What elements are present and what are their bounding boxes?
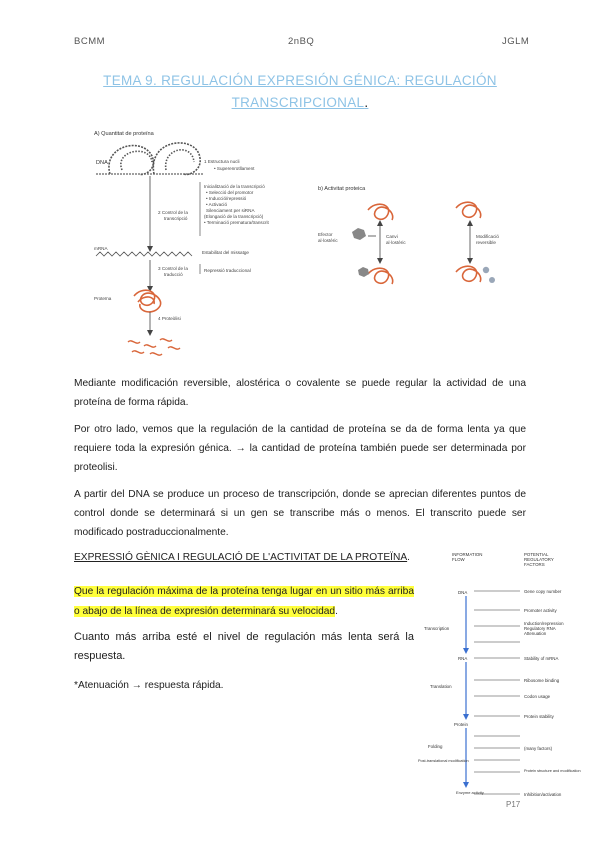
attenuation-note: *Atenuación → respuesta rápida. [74, 680, 224, 691]
flow-arrow-1 [147, 246, 153, 252]
paragraph-1: Mediante modificación reversible, alostérica o covalente se puede regular la actividad de una proteína de forma rápida. [74, 378, 526, 408]
section-title-text: EXPRESSIÓ GÈNICA I REGULACIÓ DE L'ACTIVITAT DE LA PROTEÏNA [74, 552, 408, 563]
col2-heading-2: REGULATORY [524, 557, 554, 562]
step1-label: 1 Estructura nucli [204, 159, 240, 164]
information-flow-figure [418, 550, 588, 804]
allosteric-arrow-head-down [377, 258, 383, 264]
flow-arrow-3 [147, 330, 153, 336]
section-title [74, 552, 410, 563]
initiation-item-2: • Inducció/repressió [206, 196, 247, 201]
protein-top-left [368, 204, 393, 220]
step3-label: 3 Control de la [158, 266, 188, 271]
figure-a-heading: A) Quantitat de proteïna [94, 131, 154, 137]
header-left: BCMM [74, 36, 106, 47]
node-dna: DNA [458, 590, 468, 595]
stage-post-translational: Post-translational modification [418, 759, 469, 763]
highlight-paragraph [74, 582, 414, 622]
paragraph-3: A partir del DNA se produce un proceso de transcripción, donde se aprecian diferentes puntos de control donde se determinará si un gen se transcribe más o menos. El transcrito puede ser modificado postraduccionalmente. [74, 489, 526, 538]
protein-label: Proteïna [94, 296, 112, 301]
figure-b-heading: b) Activitat proteica [318, 186, 366, 192]
initiation-item-6: • Terminació prematura/transcrit [204, 220, 269, 225]
paragraph-2: Por otro lado, vemos que la regulación de la cantidad de proteína se da de forma lenta ya que requiere toda la expresión génica. → la cantidad de proteína también puede ser determinada por proteolisi. [74, 424, 526, 473]
factor-attenuation: Attenuation [524, 631, 547, 636]
mrna-strand [96, 252, 192, 256]
mrna-label: mRNA [94, 246, 108, 251]
allosteric-label-b: al·lostèric [386, 240, 406, 245]
factor-induction: Induction/repression [524, 621, 564, 626]
speed-paragraph: Cuanto más arriba esté el nivel de regulación más lenta será la respuesta. [74, 631, 414, 662]
stage-translation: Translation [430, 684, 452, 689]
dna-label: DNA [96, 160, 108, 166]
reversible-label-b: reversible [476, 240, 496, 245]
step3-label-b: traducció [164, 272, 183, 277]
factor-codon: Codon usage [524, 694, 551, 699]
factor-mrna-stability: Stability of mRNA [524, 656, 559, 661]
section-title-tail: . [407, 552, 410, 563]
header-right: JGLM [502, 36, 530, 47]
flow-arrow-head-1 [463, 648, 469, 654]
flow-arrow-head-3 [463, 782, 469, 788]
protein-top-right [456, 202, 481, 218]
reversible-label: Modificació [476, 234, 499, 239]
protein-bottom-left [368, 268, 393, 284]
effector-label: Efector [318, 232, 333, 237]
protein-bottom-right [456, 266, 481, 282]
stage-folding: Folding [428, 744, 443, 749]
title-line-2: TRANSCRIPCIONAL [231, 95, 365, 110]
reversible-arrow-head-up [467, 220, 473, 226]
step1-sub: • Superenrotllament [214, 166, 255, 171]
initiation-item-5: (Elongació de la transcripció) [204, 214, 264, 219]
figure-protein-activity [316, 182, 516, 292]
initiation-item-3: • Activació [206, 202, 228, 207]
factor-protein-stability: Protein stability [524, 714, 554, 719]
col2-heading-1: POTENTIAL [524, 552, 549, 557]
figure-protein-quantity [92, 126, 312, 362]
node-rna: RNA [458, 656, 468, 661]
protein-blob [134, 290, 161, 312]
factor-regulatory-rna: Regulatory RNA [524, 626, 556, 631]
title-tail: . [364, 95, 369, 110]
reversible-arrow-head-down [467, 258, 473, 264]
header-center: 2nBQ [288, 36, 315, 47]
col1-heading-2: FLOW [452, 557, 465, 562]
factor-arrows [474, 591, 520, 794]
allosteric-arrow-head-up [377, 220, 383, 226]
highlight-tail: . [335, 606, 338, 617]
col2-heading-3: FACTORS [524, 562, 545, 567]
phosphate-group-2 [489, 277, 495, 283]
initiation-heading: Inicialització de la transcripció [204, 184, 265, 189]
page-number: P17 [506, 800, 521, 809]
stability-label: Estabilitat del missatge [202, 250, 249, 255]
factor-many: (many factors) [524, 746, 553, 751]
step4-label: 4 Proteòlisi [158, 316, 181, 321]
effector-label-b: al·lostèric [318, 238, 338, 243]
factor-promoter: Promoter activity [524, 608, 557, 613]
step2-label: 2 Control de la [158, 210, 188, 215]
initiation-item-4: Silenciament per siRNA [206, 208, 255, 213]
factor-inhibition: Inhibition/activation [524, 792, 562, 797]
step2-label-b: transcripció [164, 216, 188, 221]
page-title [70, 70, 530, 114]
chromatin-loops [109, 143, 200, 175]
phosphate-group [483, 267, 489, 273]
col1-heading-1: INFORMATION [452, 552, 483, 557]
factor-gene-copy: Gene copy number [524, 589, 562, 594]
initiation-item-1: • Selecció del promotor [206, 190, 254, 195]
bound-effector [358, 267, 369, 277]
node-protein: Protein [454, 722, 468, 727]
factor-structure: Protein structure and modification [524, 769, 581, 773]
stage-transcription: Transcription [424, 626, 450, 631]
flow-arrow-head-2 [463, 714, 469, 720]
node-enzyme: Enzyme activity [456, 790, 484, 795]
title-line-1: TEMA 9. REGULACIÓN EXPRESIÓN GÉNICA: REGULACIÓN [103, 73, 497, 88]
peptide-fragments [128, 339, 180, 355]
highlight-text: Que la regulación máxima de la proteína tenga lugar en un sitio más arriba o abajo de la línea de expresión determinará su velocidad [74, 586, 414, 617]
allosteric-label: Canvi [386, 234, 398, 239]
step3-note: Repressió traduccional [204, 268, 251, 273]
effector-molecule [352, 228, 366, 240]
factor-ribosome: Ribosome binding [524, 678, 560, 683]
